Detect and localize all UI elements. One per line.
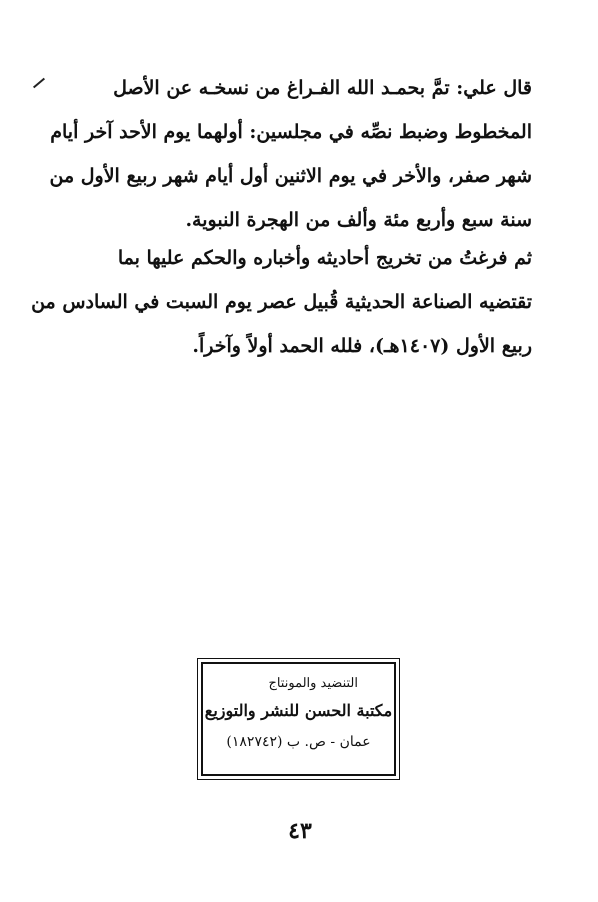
- typesetting-label: التنضيد والمونتاج: [268, 676, 358, 691]
- paragraph-line: المخطوط وضبط نصِّه في مجلسين: أولهما يوم الأحد آخر أيام: [50, 121, 532, 143]
- page-number: ٤٣: [288, 818, 312, 844]
- closing-paragraph-1: [49, 66, 532, 242]
- paragraph-line: قال علي: تمَّ بحمـد الله الفـراغ من نسخـه عن الأصل: [113, 77, 532, 99]
- margin-pen-mark: [33, 78, 45, 89]
- publisher-name: مكتبة الحسن للنشر والتوزيع: [204, 701, 393, 720]
- paragraph-line: تقتضيه الصناعة الحديثية قُبيل عصر يوم السبت في السادس من: [31, 291, 532, 313]
- paragraph-line: ربيع الأول (١٤٠٧هـ)، فلله الحمد أولاً وآخراً.: [192, 335, 532, 357]
- paragraph-line: سنة سبع وأربع مئة وألف من الهجرة النبوية.: [185, 209, 532, 231]
- paragraph-line: شهر صفر، والأخر في يوم الاثنين أول أيام شهر ربيع الأول من: [49, 165, 532, 187]
- publisher-colophon-box: [201, 662, 396, 776]
- publisher-address: عمان - ص. ب (١٨٢٧٤٢): [226, 734, 371, 750]
- closing-paragraph-2: [31, 236, 532, 368]
- paragraph-line: ثم فرغتُ من تخريج أحاديثه وأخباره والحكم عليها بما: [117, 247, 532, 269]
